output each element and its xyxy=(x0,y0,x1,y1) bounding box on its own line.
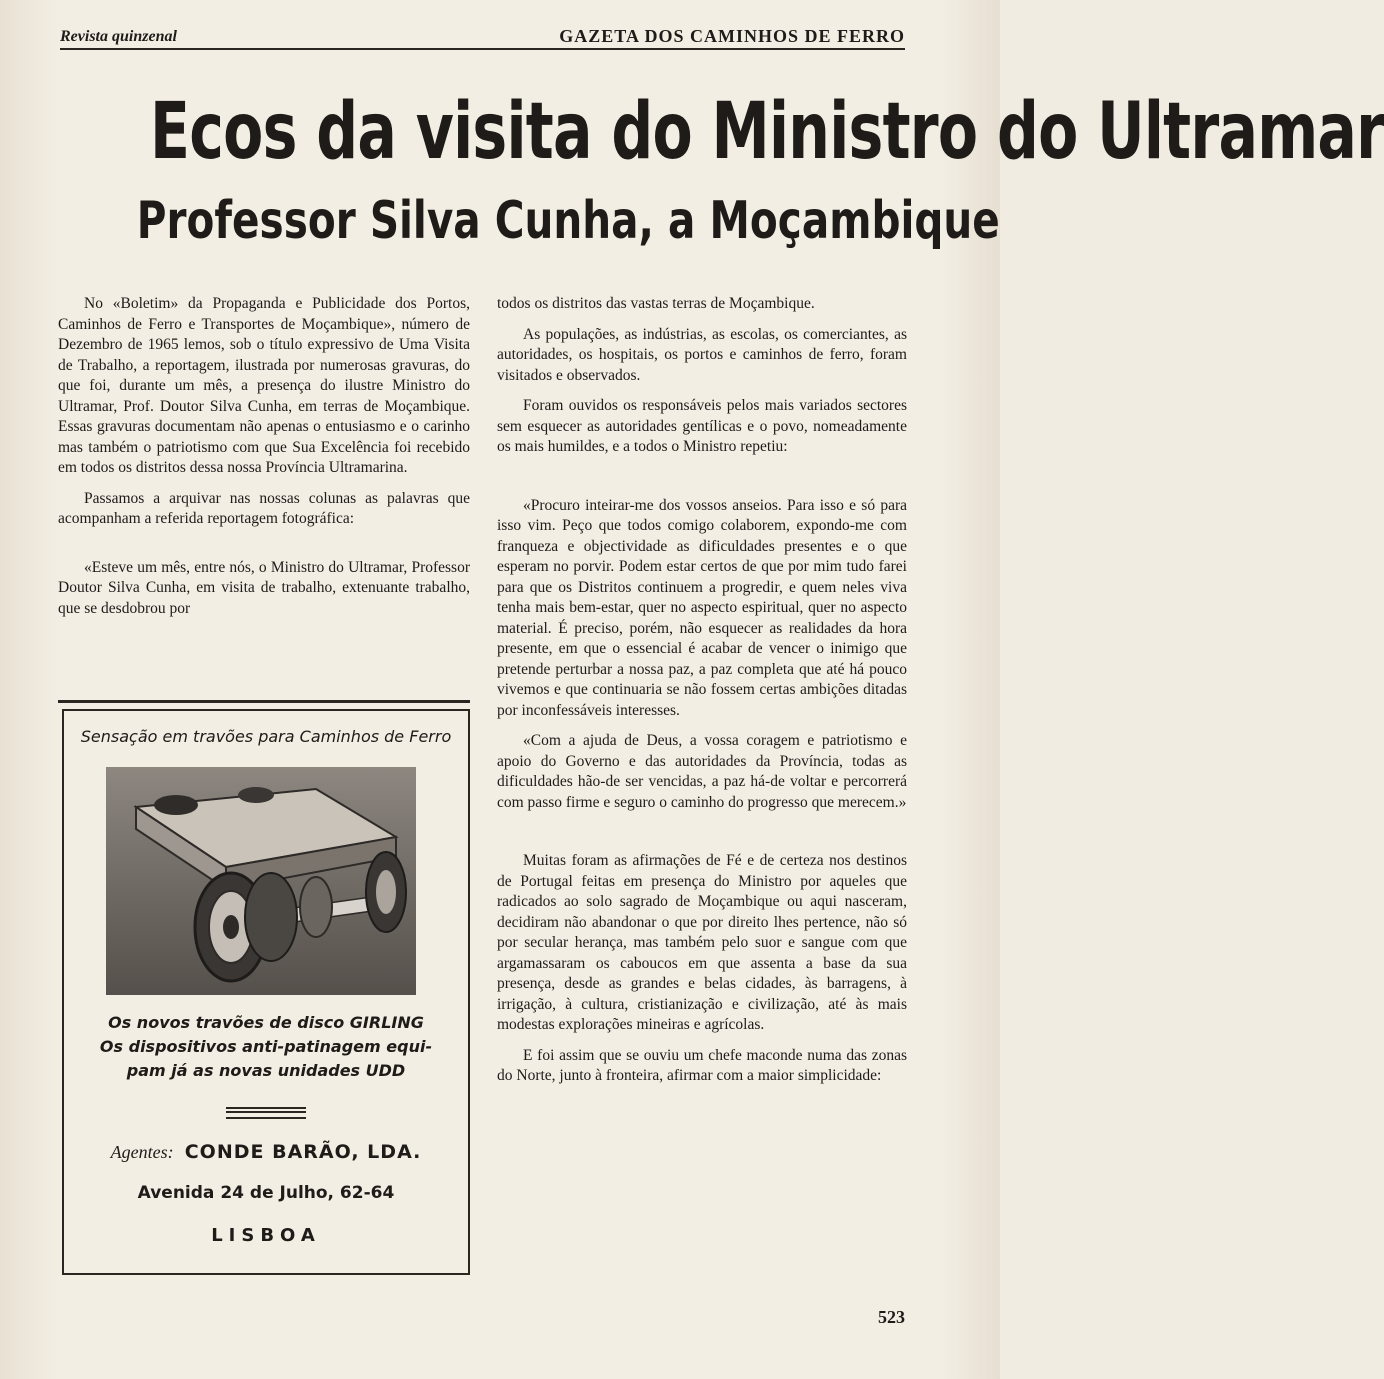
quote-paragraph: «Com a ajuda de Deus, a vossa coragem e patriotismo e apoio do Governo e das autoridades da Província, todas as dificuldades hão-de ser vencidas, a paz há-de voltar e percorrerá com passo firme e seguro o caminho do progresso que merecem.» xyxy=(497,732,907,811)
ad-caption xyxy=(64,1011,468,1083)
rail-bogie-photo xyxy=(106,767,416,995)
advertisement-frame xyxy=(62,709,470,1275)
ad-address: Avenida 24 de Julho, 62-64 xyxy=(137,1183,395,1203)
left-column xyxy=(58,294,470,629)
publication-frequency: Revista quinzenal xyxy=(60,28,177,45)
article-subtitle: Professor Silva Cunha, a Moçambique xyxy=(136,191,1000,251)
quote-paragraph: «Procuro inteirar-me dos vossos anseios. Para isso e só para isso vim. Peço que todos comigo colaborem, expondo-me com franqueza e objectividade as dificuldades presentes e o que esperam no porvir. Podem estar certos de que por mim tudo farei para que os Distritos continuem a progredir, e quem neles viva tenha mais bem-estar, quer no aspecto espiritual, quer no aspecto material. É preciso, porém, não esquecer as realidades da hora presente, em que o essencial é acabar de vencer o inimigo que pretende perturbar a nossa paz, a paz completa que até há pouco vivemos e que continuaria se não fossem certas ambições ditadas por inconfessáveis interesses. xyxy=(497,496,907,719)
paragraph: Foram ouvidos os responsáveis pelos mais variados sectores sem esquecer as autoridades gentílicas e o povo, nomeadamente os mais humildes, e a todos o Ministro repetiu: xyxy=(497,397,907,455)
ad-agents xyxy=(64,1141,468,1163)
ad-caption-line: Os dispositivos anti-patinagem equi- xyxy=(99,1037,433,1056)
ad-caption-line: Os novos travões de disco GIRLING xyxy=(108,1013,424,1032)
advertisement xyxy=(58,700,470,1275)
page-number: 523 xyxy=(878,1307,905,1327)
paragraph: E foi assim que se ouviu um chefe maconde numa das zonas do Norte, junto à fronteira, afirmar com a maior simplicidade: xyxy=(497,1046,907,1084)
article-title: Ecos da visita do Ministro do Ultramar xyxy=(150,87,1384,177)
ad-headline: Sensação em travões para Caminhos de Ferro xyxy=(80,727,452,746)
running-head xyxy=(60,26,905,50)
right-column xyxy=(497,294,907,1097)
ad-city: LISBOA xyxy=(211,1225,321,1246)
ad-agents-name: CONDE BARÃO, LDA. xyxy=(184,1141,422,1163)
paragraph: Passamos a arquivar nas nossas colunas as palavras que acompanham a referida reportagem fotográfica: xyxy=(58,489,470,527)
paragraph: todos os distritos das vastas terras de Moçambique. xyxy=(497,295,815,312)
paragraph: Muitas foram as afirmações de Fé e de certeza nos destinos de Portugal feitas em presença do Ministro por aqueles que radicados ao solo sagrado de Moçambique ou aqui nasceram, decidiram não abandonar o que por direito lhes pertence, não só por secular herança, mas também pelo suor e sangue com que argamassaram os caboucos em que assenta a base da sua presença, desde as grandes e belas cidades, às barragens, à irrigação, à cultura, cristianização e civilização, até às mais modestas explorações mineiras e agrícolas. xyxy=(497,852,907,1033)
paragraph: «Esteve um mês, entre nós, o Ministro do Ultramar, Professor Doutor Silva Cunha, em visita de trabalho, extenuante trabalho, que se desdobrou por xyxy=(58,558,470,617)
ad-agents-label: Agentes: xyxy=(110,1142,174,1162)
ad-caption-line: pam já as novas unidades UDD xyxy=(126,1061,406,1080)
paragraph: As populações, as indústrias, as escolas, os comerciantes, as autoridades, os hospitais, os portos e caminhos de ferro, foram visitados e observados. xyxy=(497,325,907,384)
ad-divider xyxy=(226,1107,306,1119)
publication-name: GAZETA DOS CAMINHOS DE FERRO xyxy=(559,26,905,46)
rail-bogie-disc-brake-icon xyxy=(106,767,416,995)
paragraph: No «Boletim» da Propaganda e Publicidade dos Portos, Caminhos de Ferro e Transportes de Moçambique», número de Dezembro de 1965 lemos, sob o título expressivo de Uma Visita de Trabalho, a reportagem, ilustrada por numerosas gravuras, do que foi, durante um mês, a presença do ilustre Ministro do Ultramar, Prof. Doutor Silva Cunha, em terras de Moçambique. Essas gravuras documentam não apenas o entusiasmo e o carinho mas também o patriotismo com que Sua Excelência foi recebido em todos os distritos dessa nossa Província Ultramarina. xyxy=(58,295,470,476)
